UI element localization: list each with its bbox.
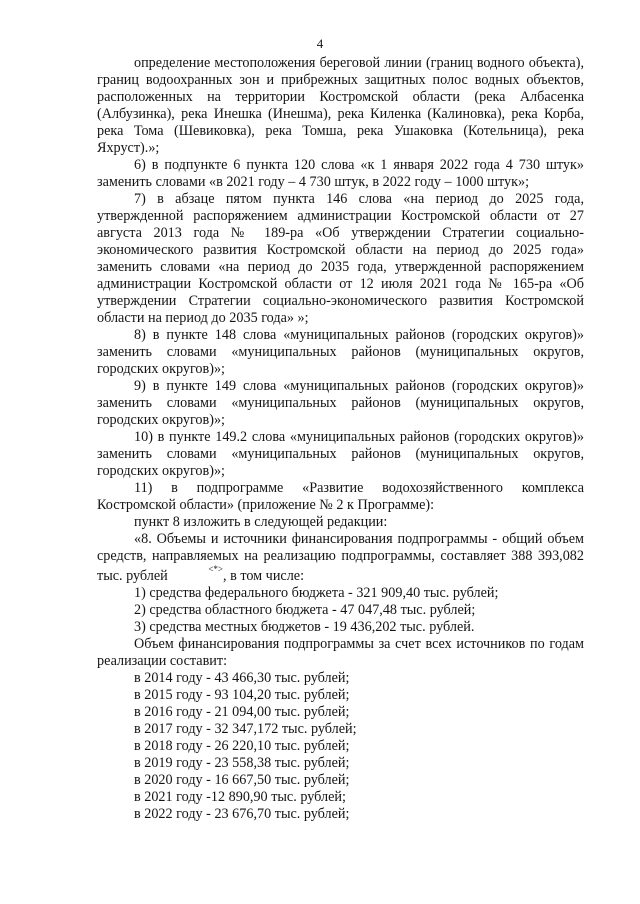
year-line-2021: в 2021 году -12 890,90 тыс. рублей; <box>134 789 346 805</box>
year-line-2020: в 2020 году - 16 667,50 тыс. рублей; <box>134 772 350 788</box>
year-line-2022: в 2022 году - 23 676,70 тыс. рублей; <box>134 806 350 822</box>
paragraph-item-8-text <box>97 531 584 585</box>
item-8-tail: , в том числе: <box>222 568 305 584</box>
paragraph-continuation: определение местоположения береговой линии (границ водного объекта), границ водоохранных зон и прибрежных защитных полос водных объектов, расположенных на территории Костромской области (река Албасенка (Албузинка), река Инешка (Инешма), река Киленка (Калиновка), река Корба, река Тома (Шевиковка), река Томша, река Ушаковка (Котельница), река Яхруст).»; <box>97 55 584 156</box>
paragraph-item-8-intro: пункт 8 изложить в следующей редакции: <box>134 514 388 530</box>
paragraph-item-11: 11) в подпрограмме «Развитие водохозяйственного комплекса Костромской области» (приложение № 2 к Программе): <box>97 480 584 513</box>
year-line-2017: в 2017 году - 32 347,172 тыс. рублей; <box>134 721 357 737</box>
year-line-2014: в 2014 году - 43 466,30 тыс. рублей; <box>134 670 350 686</box>
year-line-2015: в 2015 году - 93 104,20 тыс. рублей; <box>134 687 350 703</box>
year-line-2016: в 2016 году - 21 094,00 тыс. рублей; <box>134 704 350 720</box>
funding-source-federal: 1) средства федерального бюджета - 321 909,40 тыс. рублей; <box>134 585 499 601</box>
paragraph-item-8: 8) в пункте 148 слова «муниципальных районов (городских округов)» заменить словами «муниципальных районов (муниципальных округов, городских округов)»; <box>97 327 584 377</box>
footnote-mark: <*> <box>208 564 223 574</box>
paragraph-total-by-years: Объем финансирования подпрограммы за счет всех источников по годам реализации составит: <box>97 636 584 669</box>
paragraph-item-9: 9) в пункте 149 слова «муниципальных районов (городских округов)» заменить словами «муниципальных районов (муниципальных округов, городских округов)»; <box>97 378 584 428</box>
item-8-text: «8. Объемы и источники финансирования подпрограммы - общий объем средств, направляемых на реализацию подпрограммы, составляет 388 393,082 тыс. рублей <box>97 531 584 584</box>
funding-source-local: 3) средства местных бюджетов - 19 436,202 тыс. рублей. <box>134 619 475 635</box>
document-body <box>97 55 584 823</box>
paragraph-item-10: 10) в пункте 149.2 слова «муниципальных районов (городских округов)» заменить словами «муниципальных районов (муниципальных округов, городских округов)»; <box>97 429 584 479</box>
funding-source-regional: 2) средства областного бюджета - 47 047,48 тыс. рублей; <box>134 602 476 618</box>
paragraph-item-7: 7) в абзаце пятом пункта 146 слова «на период до 2025 года, утвержденной распоряжением администрации Костромской области от 27 августа 2013 года № 189-ра «Об утверждении Стратегии социально-экономического развития Костромской области на период до 2025 года» заменить словами «на период до 2035 года, утвержденной распоряжением администрации Костромской области от 12 июля 2021 года № 165-ра «Об утверждении Стратегии социально-экономического развития Костромской области на период до 2035 года» »; <box>97 191 584 326</box>
year-line-2018: в 2018 году - 26 220,10 тыс. рублей; <box>134 738 350 754</box>
page-number: 4 <box>316 36 324 51</box>
year-line-2019: в 2019 году - 23 558,38 тыс. рублей; <box>134 755 350 771</box>
paragraph-item-6: 6) в подпункте 6 пункта 120 слова «к 1 января 2022 года 4 730 штук» заменить словами «в 2021 году – 4 730 штук, в 2022 году – 1000 штук»; <box>97 157 584 190</box>
